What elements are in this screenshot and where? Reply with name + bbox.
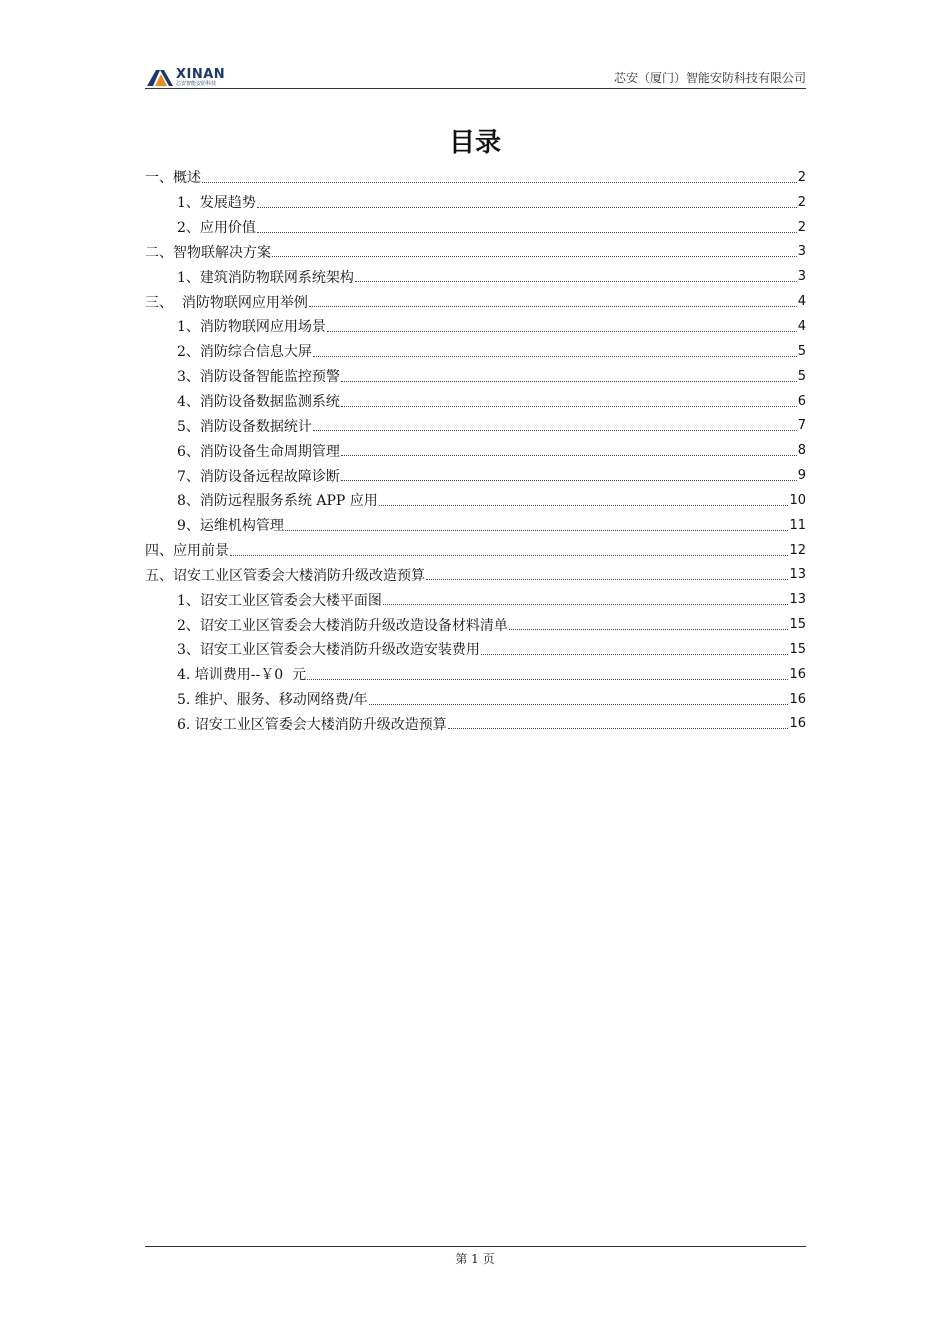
toc-entry-label: 2、消防综合信息大屏 bbox=[177, 344, 312, 361]
xinan-logo-icon bbox=[147, 68, 173, 86]
toc-entry-label: 1、建筑消防物联网系统架构 bbox=[177, 269, 354, 286]
toc-entry-page: 12 bbox=[789, 542, 806, 558]
toc-dot-leader bbox=[309, 306, 797, 307]
toc-entry-page: 3 bbox=[797, 269, 806, 285]
toc-entry[interactable] bbox=[145, 513, 806, 538]
toc-dot-leader bbox=[379, 505, 789, 506]
toc-entry-page: 9 bbox=[797, 468, 806, 484]
toc-entry-label: 5、消防设备数据统计 bbox=[177, 418, 312, 435]
toc-entry-page: 2 bbox=[797, 219, 806, 235]
footer-divider bbox=[145, 1246, 806, 1247]
toc-entry-label: 1、发展趋势 bbox=[177, 195, 256, 212]
toc-entry[interactable] bbox=[145, 389, 806, 414]
toc-entry-page: 10 bbox=[789, 492, 806, 508]
toc-entry-page: 13 bbox=[789, 567, 806, 583]
toc-dot-leader bbox=[448, 728, 789, 729]
toc-dot-leader bbox=[426, 579, 788, 580]
toc-entry-label: 9、运维机构管理 bbox=[177, 518, 284, 535]
toc-entry[interactable] bbox=[145, 339, 806, 364]
toc-entry[interactable] bbox=[145, 240, 806, 265]
toc-entry-page: 16 bbox=[789, 691, 806, 707]
toc-entry[interactable] bbox=[145, 438, 806, 463]
toc-entry[interactable] bbox=[145, 538, 806, 563]
toc-entry-label: 2、诏安工业区管委会大楼消防升级改造设备材料清单 bbox=[177, 617, 508, 634]
toc-entry[interactable] bbox=[145, 215, 806, 240]
toc-entry-label: 二、智物联解决方案 bbox=[145, 244, 271, 261]
toc-entry-page: 16 bbox=[789, 666, 806, 682]
toc-entry[interactable] bbox=[145, 687, 806, 712]
toc-entry-page: 8 bbox=[797, 443, 806, 459]
toc-entry-label: 6. 诏安工业区管委会大楼消防升级改造预算 bbox=[177, 716, 447, 733]
toc-entry-label: 3、消防设备智能监控预警 bbox=[177, 369, 340, 386]
toc-entry[interactable] bbox=[145, 264, 806, 289]
toc-dot-leader bbox=[202, 182, 797, 183]
toc-entry-page: 15 bbox=[789, 641, 806, 657]
toc-entry[interactable] bbox=[145, 612, 806, 637]
toc-entry-label: 一、概述 bbox=[145, 170, 201, 187]
toc-dot-leader bbox=[230, 555, 788, 556]
toc-entry-label: 四、应用前景 bbox=[145, 543, 229, 560]
toc-dot-leader bbox=[257, 232, 797, 233]
toc-entry-page: 5 bbox=[797, 368, 806, 384]
toc-entry-label: 4. 培训费用--￥0 元 bbox=[177, 667, 307, 684]
toc-dot-leader bbox=[307, 679, 788, 680]
toc-entry[interactable] bbox=[145, 289, 806, 314]
toc-entry[interactable] bbox=[145, 488, 806, 513]
toc-entry-label: 1、消防物联网应用场景 bbox=[177, 319, 326, 336]
toc-entry[interactable] bbox=[145, 587, 806, 612]
toc-dot-leader bbox=[355, 281, 797, 282]
toc-dot-leader bbox=[383, 604, 789, 605]
toc-entry-page: 15 bbox=[789, 617, 806, 633]
toc-entry-label: 6、消防设备生命周期管理 bbox=[177, 443, 340, 460]
page-header bbox=[145, 66, 806, 89]
toc-entry-page: 11 bbox=[789, 517, 806, 533]
toc-entry-page: 2 bbox=[797, 169, 806, 185]
toc-entry-label: 五、诏安工业区管委会大楼消防升级改造预算 bbox=[145, 567, 425, 584]
toc-entry-page: 2 bbox=[797, 194, 806, 210]
toc-dot-leader bbox=[285, 530, 789, 531]
toc-dot-leader bbox=[313, 430, 797, 431]
toc-dot-leader bbox=[272, 256, 797, 257]
toc-entry[interactable] bbox=[145, 563, 806, 588]
toc-dot-leader bbox=[341, 480, 797, 481]
toc-entry-label: 5. 维护、服务、移动网络费/年 bbox=[177, 692, 368, 709]
logo-subtext: 芯安智能安防科技 bbox=[176, 80, 217, 87]
toc-entry-page: 6 bbox=[797, 393, 806, 409]
toc-entry-page: 3 bbox=[797, 244, 806, 260]
toc-entry[interactable] bbox=[145, 364, 806, 389]
toc-dot-leader bbox=[369, 704, 789, 705]
toc-dot-leader bbox=[257, 207, 797, 208]
toc-dot-leader bbox=[341, 381, 797, 382]
page-number: 第 1 页 bbox=[455, 1252, 495, 1266]
toc-dot-leader bbox=[341, 406, 797, 407]
toc-entry-label: 2、应用价值 bbox=[177, 220, 256, 237]
toc-dot-leader bbox=[509, 629, 789, 630]
toc-entry[interactable] bbox=[145, 637, 806, 662]
toc-entry-label: 1、诏安工业区管委会大楼平面图 bbox=[177, 592, 382, 609]
toc-entry[interactable] bbox=[145, 463, 806, 488]
toc-entry-label: 7、消防设备远程故障诊断 bbox=[177, 468, 340, 485]
toc-entry[interactable] bbox=[145, 712, 806, 737]
toc-entry-page: 4 bbox=[797, 318, 806, 334]
toc-entry[interactable] bbox=[145, 314, 806, 339]
toc-dot-leader bbox=[341, 455, 797, 456]
toc-dot-leader bbox=[313, 356, 797, 357]
toc-entry-label: 三、 消防物联网应用举例 bbox=[145, 294, 308, 311]
toc-entry-page: 5 bbox=[797, 343, 806, 359]
toc-entry-label: 4、消防设备数据监测系统 bbox=[177, 394, 340, 411]
company-logo bbox=[147, 67, 225, 87]
toc-entry[interactable] bbox=[145, 662, 806, 687]
toc-dot-leader bbox=[327, 331, 797, 332]
toc-entry-page: 7 bbox=[797, 418, 806, 434]
table-of-contents bbox=[145, 165, 806, 736]
toc-entry-page: 13 bbox=[789, 592, 806, 608]
toc-entry[interactable] bbox=[145, 165, 806, 190]
toc-entry-label: 3、诏安工业区管委会大楼消防升级改造安装费用 bbox=[177, 642, 480, 659]
toc-dot-leader bbox=[481, 654, 789, 655]
toc-entry[interactable] bbox=[145, 413, 806, 438]
company-name: 芯安（厦门）智能安防科技有限公司 bbox=[613, 71, 806, 85]
toc-entry-page: 4 bbox=[797, 294, 806, 310]
toc-entry-page: 16 bbox=[789, 716, 806, 732]
logo-text: XINAN bbox=[176, 66, 226, 82]
page-title: 目录 bbox=[448, 128, 501, 158]
toc-entry[interactable] bbox=[145, 190, 806, 215]
toc-entry-label: 8、消防远程服务系统 APP 应用 bbox=[177, 493, 378, 510]
